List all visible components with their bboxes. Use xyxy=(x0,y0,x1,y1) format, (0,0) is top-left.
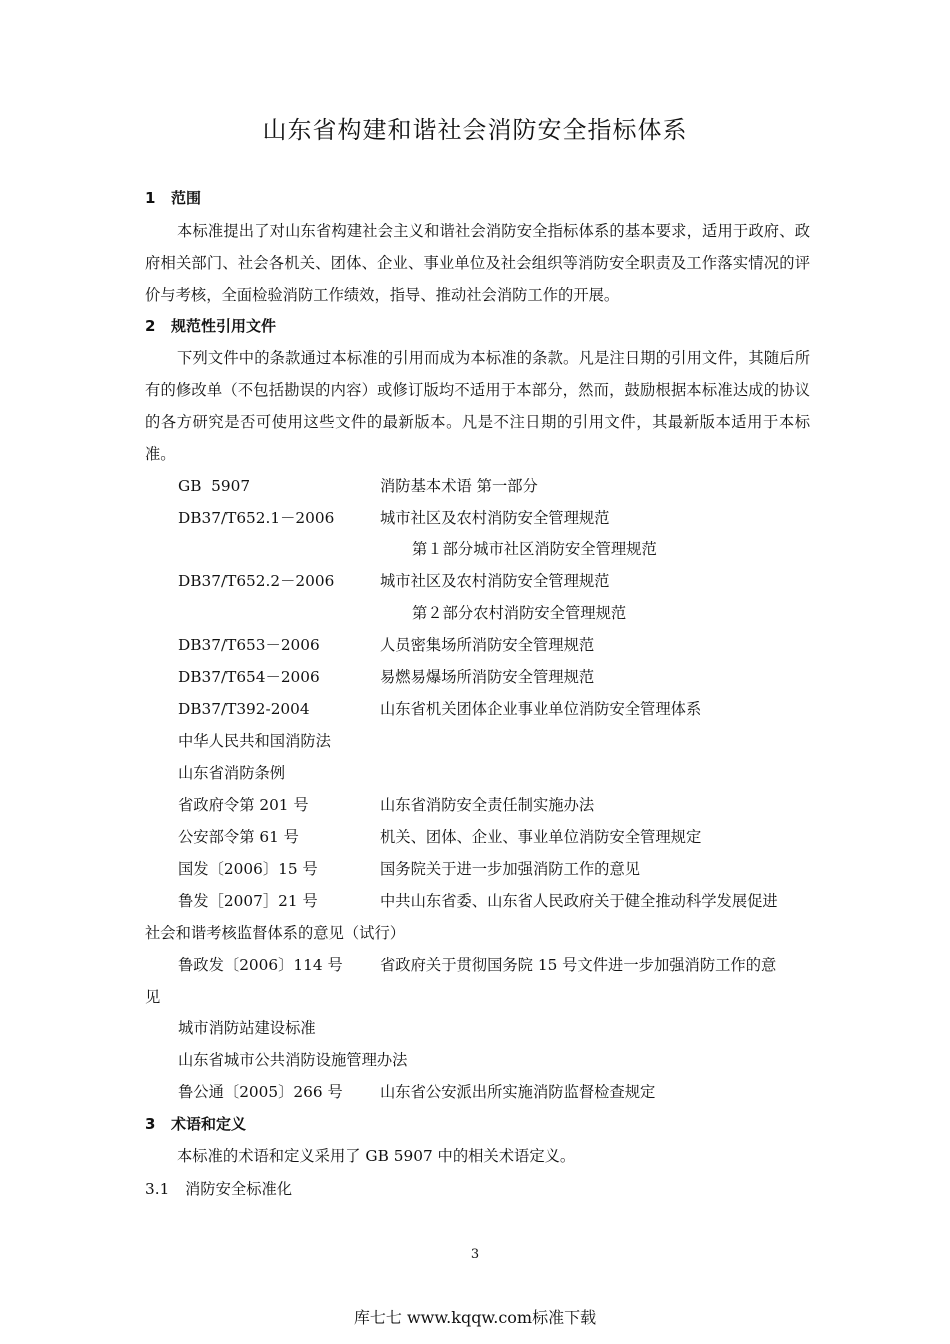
subsection-3-1-heading xyxy=(145,1178,292,1200)
reference-title: 机关、团体、企业、事业单位消防安全管理规定 xyxy=(380,828,702,846)
reference-title: 山东省公安派出所实施消防监督检查规定 xyxy=(380,1083,656,1101)
section-number: 2 xyxy=(145,317,156,335)
reference-continuation: 见 xyxy=(145,988,161,1006)
section-title: 规范性引用文件 xyxy=(171,317,277,335)
reference-code: 鲁政发〔2006〕114 号 xyxy=(178,956,343,974)
document-title: 山东省构建和谐社会消防安全指标体系 xyxy=(262,116,688,144)
reference-code: DB37/T652.1－2006 xyxy=(178,509,335,527)
reference-title: 省政府关于贯彻国务院 15 号文件进一步加强消防工作的意 xyxy=(380,956,777,974)
reference-code: DB37/T392-2004 xyxy=(178,700,310,718)
section-2-paragraph: 下列文件中的条款通过本标准的引用而成为本标准的条款。凡是注日期的引用文件，其随后所有的修改单（不包括勘误的内容）或修订版均不适用于本部分，然而，鼓励根据本标准达成的协议的各方研究是否可使用这些文件的最新版本。凡是不注日期的引用文件，其最新版本适用于本标准。 xyxy=(145,349,810,463)
reference-code: DB37/T653－2006 xyxy=(178,636,320,654)
reference-title: 山东省消防安全责任制实施办法 xyxy=(380,796,595,814)
section-3-paragraph: 本标准的术语和定义采用了 GB 5907 中的相关术语定义。 xyxy=(177,1147,576,1165)
reference-title: 人员密集场所消防安全管理规范 xyxy=(380,636,595,654)
section-3-heading xyxy=(145,1113,246,1135)
section-number: 1 xyxy=(145,189,156,207)
footer-watermark: 库七七 www.kqqw.com标准下载 xyxy=(353,1308,597,1327)
reference-title: 消防基本术语 第一部分 xyxy=(380,477,538,495)
reference-code: 鲁公通〔2005〕266 号 xyxy=(178,1083,343,1101)
section-title: 术语和定义 xyxy=(171,1115,247,1133)
reference-code: 城市消防站建设标准 xyxy=(178,1019,316,1037)
reference-code: 中华人民共和国消防法 xyxy=(178,732,331,750)
page-number: 3 xyxy=(470,1247,480,1262)
reference-code: 山东省消防条例 xyxy=(178,764,286,782)
reference-code: 省政府令第 201 号 xyxy=(178,796,309,814)
section-number: 3 xyxy=(145,1115,156,1133)
reference-title: 城市社区及农村消防安全管理规范 xyxy=(380,509,610,527)
reference-title: 山东省机关团体企业事业单位消防安全管理体系 xyxy=(380,700,702,718)
reference-title: 国务院关于进一步加强消防工作的意见 xyxy=(380,860,641,878)
reference-code: 公安部令第 61 号 xyxy=(178,828,299,846)
reference-continuation: 社会和谐考核监督体系的意见（试行） xyxy=(145,924,406,942)
reference-code: GB 5907 xyxy=(178,477,251,495)
section-1-heading xyxy=(145,187,201,209)
section-2-heading xyxy=(145,315,276,337)
subsection-number: 3.1 xyxy=(145,1180,170,1198)
reference-subtitle: 第１部分城市社区消防安全管理规范 xyxy=(412,540,657,558)
reference-code: 鲁发［2007］21 号 xyxy=(178,892,318,910)
reference-subtitle: 第２部分农村消防安全管理规范 xyxy=(412,604,627,622)
section-title: 范围 xyxy=(171,189,202,207)
subsection-title: 消防安全标准化 xyxy=(185,1180,293,1198)
reference-code: 山东省城市公共消防设施管理办法 xyxy=(178,1051,408,1069)
reference-code: DB37/T652.2－2006 xyxy=(178,572,335,590)
reference-code: 国发〔2006〕15 号 xyxy=(178,860,318,878)
reference-title: 中共山东省委、山东省人民政府关于健全推动科学发展促进 xyxy=(380,892,778,910)
section-1-paragraph: 本标准提出了对山东省构建社会主义和谐社会消防安全指标体系的基本要求，适用于政府、政府相关部门、社会各机关、团体、企业、事业单位及社会组织等消防安全职责及工作落实情况的评价与考核，全面检验消防工作绩效，指导、推动社会消防工作的开展。 xyxy=(145,222,810,304)
reference-title: 易燃易爆场所消防安全管理规范 xyxy=(380,668,595,686)
reference-title: 城市社区及农村消防安全管理规范 xyxy=(380,572,610,590)
reference-code: DB37/T654－2006 xyxy=(178,668,320,686)
